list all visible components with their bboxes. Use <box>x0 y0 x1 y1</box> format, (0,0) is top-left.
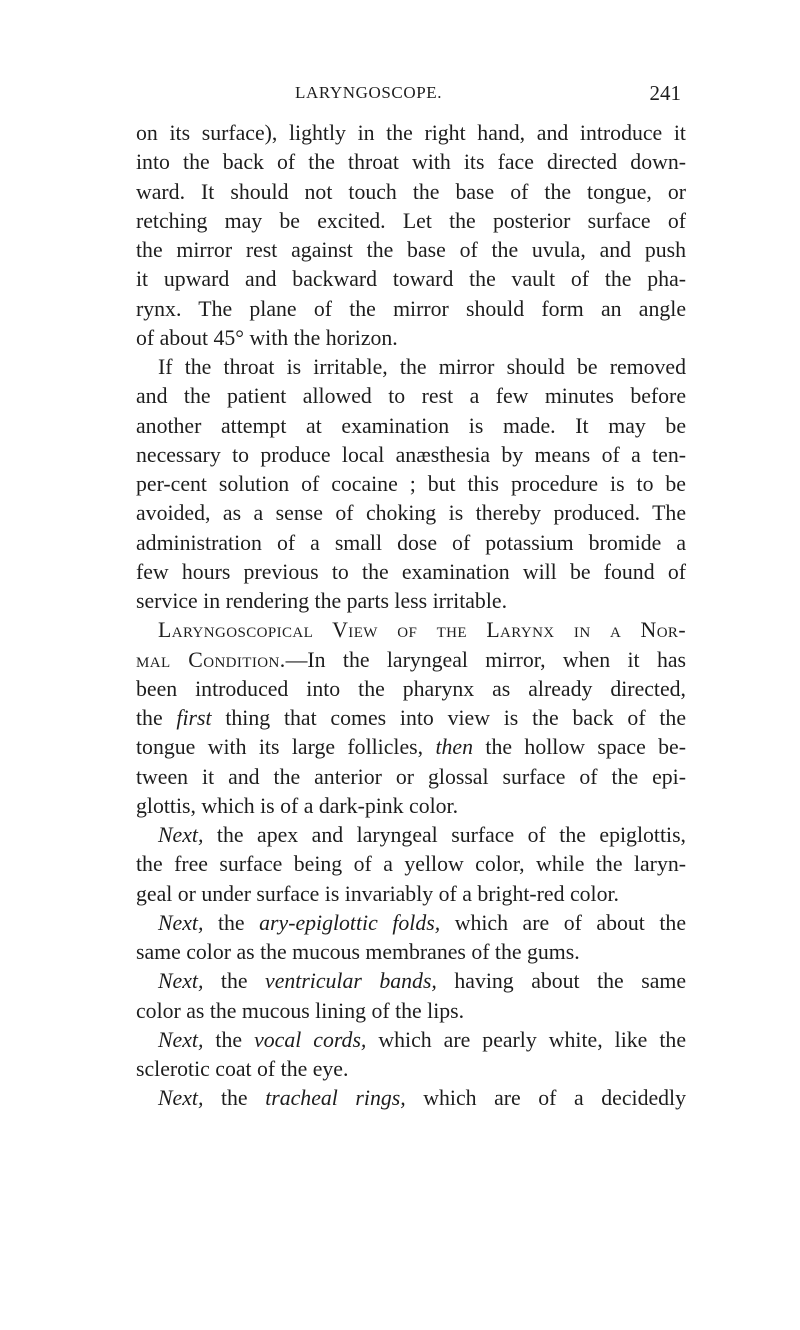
text-line: the mirror rest against the base of the uvula, and push <box>136 238 686 262</box>
text-run: the <box>203 1027 255 1052</box>
text-line: into the back of the throat with its face directed down- <box>136 150 686 175</box>
paragraph-3 <box>136 616 686 821</box>
text-line <box>136 1084 686 1113</box>
text-run: the <box>203 1086 266 1111</box>
text-run: thing that comes into view is the back of the <box>211 706 687 730</box>
text-line: avoided, as a sense of choking is thereby produced. The <box>136 501 686 526</box>
text-line: rynx. The plane of the mirror should form an angle <box>136 296 686 321</box>
text-line: few hours previous to the examination will be found of <box>136 559 686 584</box>
text-line: same color as the mucous membranes of the gums. <box>136 940 580 964</box>
text-line: service in rendering the parts less irritable. <box>136 589 508 613</box>
text-line: it upward and backward toward the vault of the pha- <box>136 267 686 292</box>
text-run: which are pearly white, like the <box>366 1027 686 1052</box>
text-run: tongue with its large follicles, <box>136 735 436 760</box>
paragraph-6 <box>136 967 686 1026</box>
text-line: glottis, which is of a dark-pink color. <box>136 793 459 818</box>
text-run: the hollow space be- <box>473 735 686 760</box>
text-run: the apex and laryngeal surface of the epiglottis, <box>203 823 686 847</box>
emphasis: Next, <box>158 969 204 994</box>
section-heading-continued: mal Condition. <box>136 647 286 672</box>
paragraph-2 <box>136 353 686 616</box>
page-header <box>136 83 681 109</box>
text-line: geal or under surface is invariably of a bright-red color. <box>136 881 619 906</box>
emphasis: Next, <box>158 1027 204 1052</box>
text-line <box>136 733 686 762</box>
text-line: another attempt at examination is made. It may be <box>136 413 686 438</box>
paragraph-8 <box>136 1084 686 1113</box>
emphasis: Next, <box>158 823 204 847</box>
text-line <box>136 704 686 733</box>
text-line: per-cent solution of cocaine ; but this procedure is to be <box>136 472 686 496</box>
emphasis: Next, <box>158 1086 204 1111</box>
text-line <box>136 646 686 675</box>
emphasis: tracheal rings, <box>265 1086 406 1111</box>
running-head: LARYNGOSCOPE. <box>295 83 443 102</box>
paragraph-7 <box>136 1026 686 1085</box>
text-line: sclerotic coat of the eye. <box>136 1057 349 1081</box>
emphasis: ary-epiglottic folds, <box>259 910 441 935</box>
paragraph-5 <box>136 909 686 968</box>
page-number: 241 <box>649 81 681 105</box>
text-line: necessary to produce local anæsthesia by means of a ten- <box>136 442 686 467</box>
text-line: and the patient allowed to rest a few minutes before <box>136 384 686 409</box>
text-run: having about the same <box>436 969 687 994</box>
text-line: ward. It should not touch the base of the tongue, or <box>136 179 686 204</box>
text-line: of about 45° with the horizon. <box>136 325 398 350</box>
body-text <box>136 119 686 1114</box>
text-line: tween it and the anterior or glossal surface of the epi- <box>136 764 686 789</box>
text-line: administration of a small dose of potassium bromide a <box>136 530 686 555</box>
emphasis: vocal cords, <box>254 1027 367 1052</box>
text-line <box>136 821 686 850</box>
section-heading: Laryngoscopical View of the Larynx in a Nor- <box>158 618 686 643</box>
text-line: been introduced into the pharynx as already directed, <box>136 676 686 701</box>
text-line <box>136 967 686 996</box>
text-run: which are of a decidedly <box>405 1086 686 1111</box>
text-run: the <box>136 706 177 730</box>
text-run: the <box>203 910 260 935</box>
text-line: retching may be excited. Let the posterior surface of <box>136 208 686 233</box>
emphasis: first <box>176 706 212 730</box>
paragraph-1 <box>136 119 686 353</box>
paragraph-4 <box>136 821 686 909</box>
emphasis: ventricular bands, <box>265 969 437 994</box>
text-line: color as the mucous lining of the lips. <box>136 998 465 1023</box>
text-run: which are of about the <box>440 910 686 935</box>
text-run: —In the laryngeal mirror, when it has <box>285 647 686 672</box>
text-line: If the throat is irritable, the mirror should be removed <box>158 355 686 379</box>
text-run: the <box>203 969 266 994</box>
text-line <box>136 909 686 938</box>
text-line <box>136 1026 686 1055</box>
emphasis: then <box>435 735 473 760</box>
text-line: on its surface), lightly in the right hand, and introduce it <box>136 121 686 145</box>
text-line: the free surface being of a yellow color, while the laryn- <box>136 852 686 877</box>
emphasis: Next, <box>158 910 204 935</box>
